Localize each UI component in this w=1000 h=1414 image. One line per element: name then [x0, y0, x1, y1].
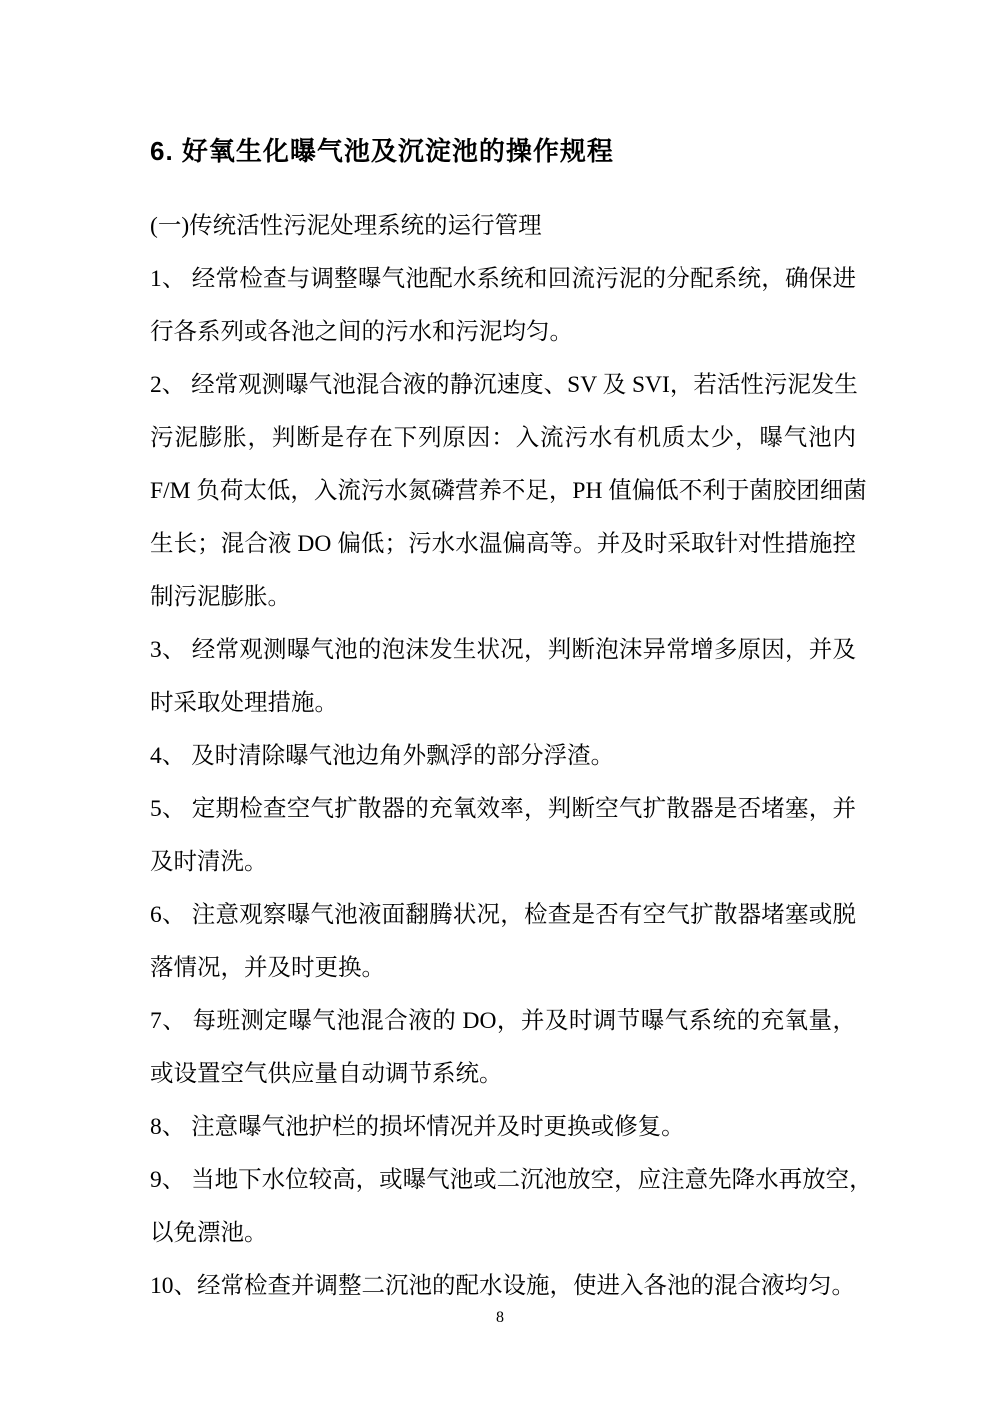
body-line-13: 6、 注意观察曝气池液面翻腾状况，检查是否有空气扩散器堵塞或脱 [150, 902, 856, 928]
body-line-6: 生长；混合液 DO 偏低；污水水温偏高等。并及时采取针对性措施控 [150, 531, 856, 557]
body-line-17: 8、 注意曝气池护栏的损坏情况并及时更换或修复。 [150, 1114, 685, 1140]
body-line-5: F/M 负荷太低，入流污水氮磷营养不足，PH 值偏低不利于菌胶团细菌 [150, 478, 867, 504]
body-line-16: 或设置空气供应量自动调节系统。 [150, 1061, 503, 1087]
document-content [150, 125, 873, 1313]
body-line-9: 时采取处理措施。 [150, 690, 338, 716]
document-title: 6. 好氧生化曝气池及沉淀池的操作规程 [150, 136, 614, 166]
body-line-8: 3、 经常观测曝气池的泡沫发生状况，判断泡沫异常增多原因，并及 [150, 637, 856, 663]
body-line-20: 10、经常检查并调整二沉池的配水设施，使进入各池的混合液均匀。 [150, 1273, 855, 1299]
body-line-19: 以免漂池。 [150, 1220, 268, 1246]
page-number: 8 [496, 1309, 504, 1326]
body-line-11: 5、 定期检查空气扩散器的充氧效率，判断空气扩散器是否堵塞，并 [150, 796, 856, 822]
body-line-14: 落情况，并及时更换。 [150, 955, 385, 981]
section-heading: (一)传统活性污泥处理系统的运行管理 [150, 213, 542, 239]
body-line-15: 7、 每班测定曝气池混合液的 DO，并及时调节曝气系统的充氧量， [150, 1008, 856, 1034]
body-line-10: 4、 及时清除曝气池边角外飘浮的部分浮渣。 [150, 743, 615, 769]
body-line-12: 及时清洗。 [150, 849, 268, 875]
body-line-4: 污泥膨胀，判断是存在下列原因：入流污水有机质太少，曝气池内 [150, 425, 856, 451]
body-line-3: 2、 经常观测曝气池混合液的静沉速度、SV 及 SVI，若活性污泥发生 [150, 372, 858, 398]
body-line-7: 制污泥膨胀。 [150, 584, 291, 610]
body-line-18: 9、 当地下水位较高，或曝气池或二沉池放空，应注意先降水再放空， [150, 1167, 873, 1193]
body-line-2: 行各系列或各池之间的污水和污泥均匀。 [150, 319, 573, 345]
body-line-1: 1、 经常检查与调整曝气池配水系统和回流污泥的分配系统，确保进 [150, 266, 856, 292]
